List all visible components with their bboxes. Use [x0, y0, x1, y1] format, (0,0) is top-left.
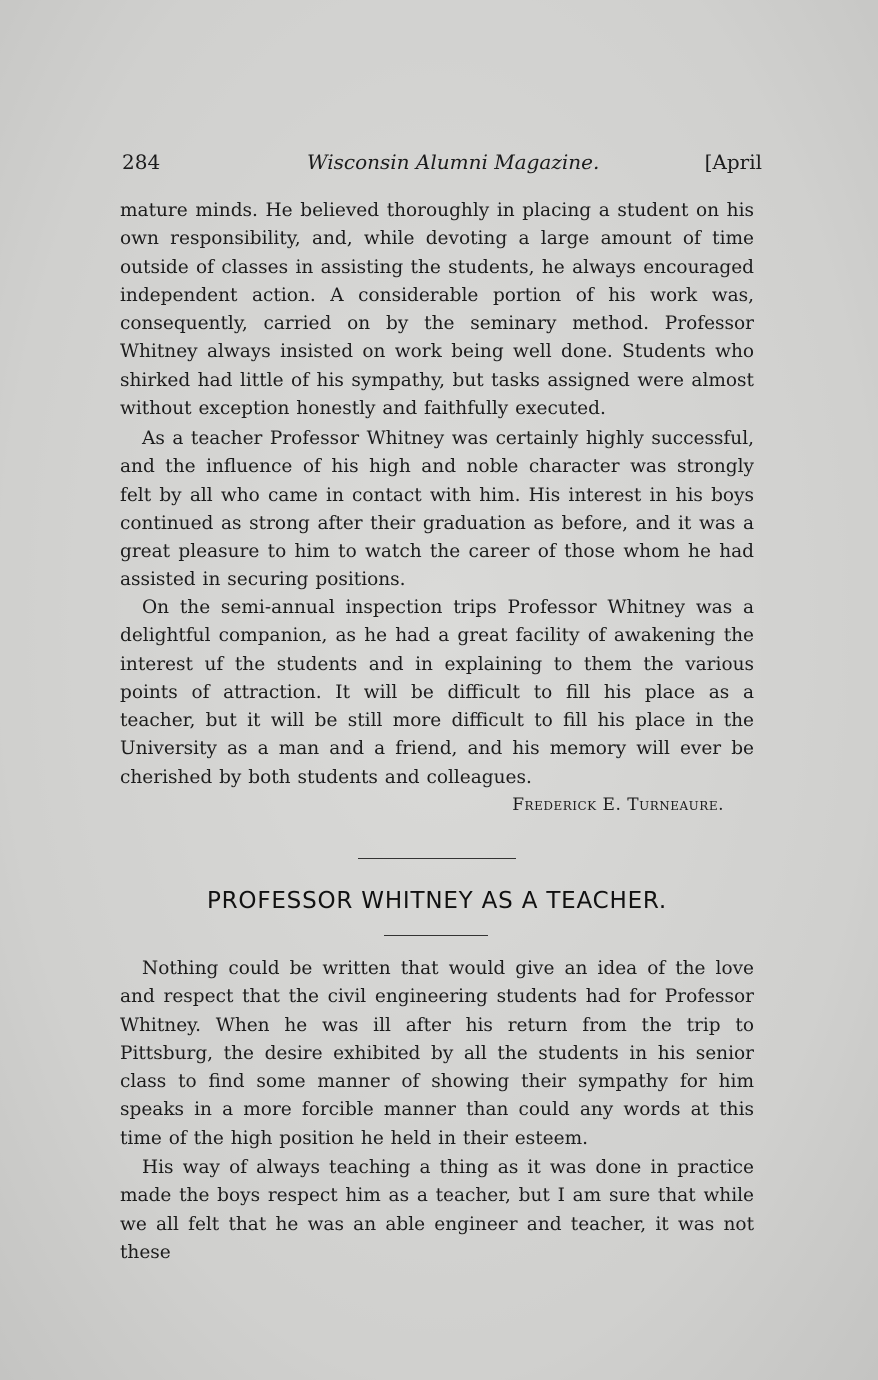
journal-title: Wisconsin Alumni Magazine.: [307, 150, 600, 174]
article2-paragraph-1: Nothing could be written that would give an idea of the love and respect that the civil engineering students had for Professor Whitney. When he was ill after his return from the trip to Pittsburg, the desire exhibited by all the students in his senior class to find some manner of showing their sympathy for him speaks in a more forcible manner than could any words at this time of the high position he held in their esteem.: [120, 958, 754, 1149]
article1-paragraph-2: As a teacher Professor Whitney was certainly highly successful, and the influence of his high and noble character was strongly felt by all who came in contact with him. His interest in his boys continued as strong after their graduation as before, and it was a great pleasure to him to watch the career of those whom he had assisted in securing positions.: [120, 428, 754, 591]
title-underline: [384, 935, 488, 936]
article1-paragraph-1: mature minds. He believed thoroughly in placing a student on his own responsibility, and, while devoting a large amount of time outside of classes in assisting the students, he always encouraged independent action. A considerable portion of his work was, consequently, carried on by the seminary method. Professor Whitney always insisted on work being well done. Students who shirked had little of his sympathy, but tasks assigned were almost without exception honestly and faithfully executed.: [120, 200, 754, 420]
article2-title: PROFESSOR WHITNEY AS A TEACHER.: [206, 888, 668, 914]
running-header: [122, 150, 762, 180]
issue-month: [April: [704, 150, 762, 174]
article2-paragraph-2: His way of always teaching a thing as it was done in practice made the boys respect him as a teacher, but I am sure that while we all felt that he was an able engineer and teacher, it was not these: [120, 1157, 754, 1263]
page-number: 284: [122, 150, 161, 174]
article1-paragraph-3: On the semi-annual inspection trips Professor Whitney was a delightful companion, as he had a great facility of awakening the interest uf the students and in explaining to them the various points of attraction. It will be difficult to fill his place as a teacher, but it will be still more difficult to fill his place in the University as a man and a friend, and his memory will ever be cherished by both students and colleagues.: [120, 597, 754, 788]
author-signature: [400, 795, 724, 815]
author-signature-text: Frederick E. Turneaure.: [512, 795, 724, 815]
section-divider: [358, 858, 516, 859]
